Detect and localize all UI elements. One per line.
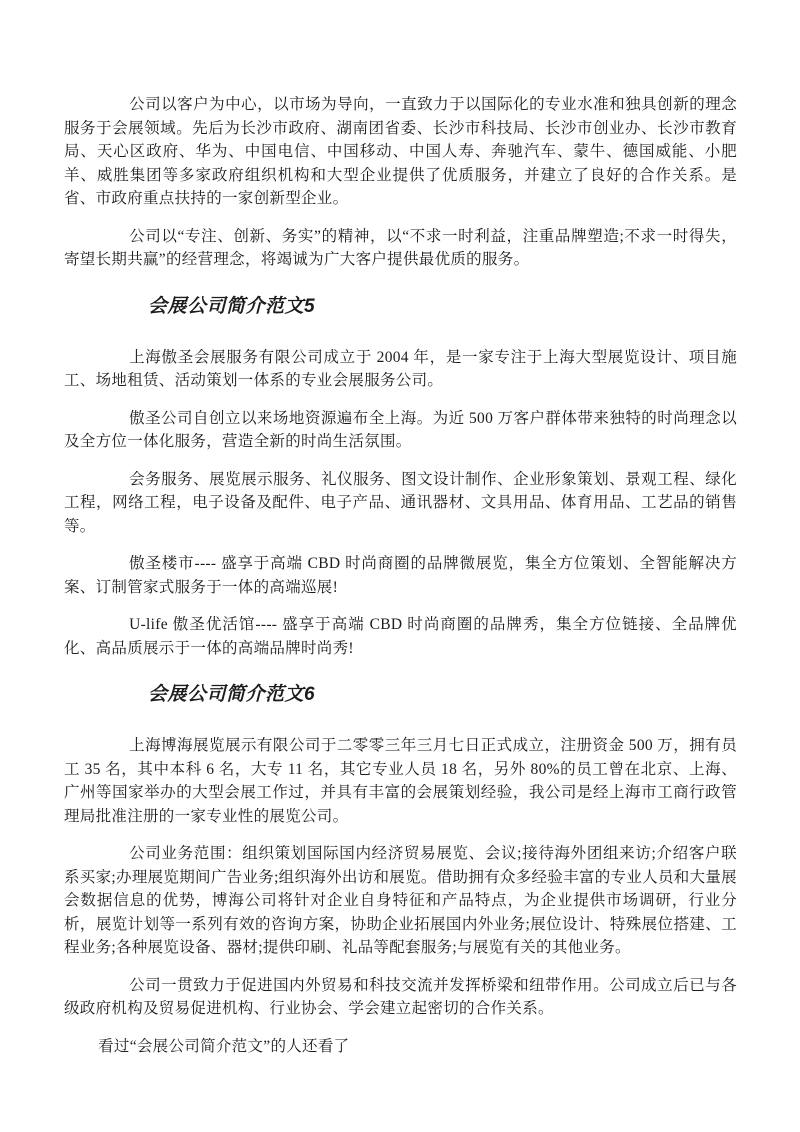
paragraph: 公司业务范围：组织策划国际国内经济贸易展览、会议;接待海外团组来访;介绍客户联系买家;办理展览期间广告业务;组织海外出访和展览。借助拥有众多经验丰富的专业人员和大量展会数据信息的优势，博海公司将针对企业自身特征和产品特点，为企业提供市场调研，行业分析，展览计划等一系列有效的咨询方案，协助企业拓展国内外业务;展位设计、特殊展位搭建、工程业务;各种展览设备、器材;提供印刷、礼品等配套服务;与展览有关的其他业务。	[64, 845, 737, 956]
section-heading-sample-5: 会展公司简介范文5	[148, 295, 316, 317]
paragraph: 上海博海展览展示有限公司于二零零三年三月七日正式成立，注册资金 500 万，拥有员工 35 名，其中本科 6 名，大专 11 名，其它专业人员 18 名，另外 80%的员工曾在北京、上海、广州等国家举办的大型会展工作过，并具有丰富的会展策划经验，我公司是经上海市工商行政管理局批准注册的一家专业性的展览公司。	[64, 737, 737, 825]
paragraph: 公司以“专注、创新、务实”的精神，以“不求一时利益，注重品牌塑造;不求一时得失，寄望长期共赢”的经营理念，将竭诚为广大客户提供最优质的服务。	[64, 227, 737, 268]
paragraph: 傲圣公司自创立以来场地资源遍布全上海。为近 500 万客户群体带来独特的时尚理念以及全方位一体化服务，营造全新的时尚生活氛围。	[64, 409, 737, 450]
paragraph-related-reading: 看过“会展公司简介范文”的人还看了	[98, 1037, 350, 1055]
paragraph: U-life 傲圣优活馆---- 盛享于高端 CBD 时尚商圈的品牌秀，集全方位链接、全品牌优化、高品质展示于一体的高端品牌时尚秀!	[64, 616, 737, 657]
paragraph: 傲圣楼市---- 盛享于高端 CBD 时尚商圈的品牌微展览，集全方位策划、全智能解决方案、订制管家式服务于一体的高端巡展!	[64, 555, 737, 596]
paragraph: 公司一贯致力于促进国内外贸易和科技交流并发挥桥梁和纽带作用。公司成立后已与各级政府机构及贸易促进机构、行业协会、学会建立起密切的合作关系。	[64, 976, 737, 1017]
paragraph: 会务服务、展览展示服务、礼仪服务、图文设计制作、企业形象策划、景观工程、绿化工程，网络工程，电子设备及配件、电子产品、通讯器材、文具用品、体育用品、工艺品的销售等。	[64, 470, 737, 535]
paragraph: 上海傲圣会展服务有限公司成立于 2004 年，是一家专注于上海大型展览设计、项目施工、场地租赁、活动策划一体系的专业会展服务公司。	[64, 348, 737, 389]
section-heading-sample-6: 会展公司简介范文6	[148, 684, 316, 705]
paragraph: 公司以客户为中心，以市场为导向，一直致力于以国际化的专业水准和独具创新的理念服务于会展领域。先后为长沙市政府、湖南团省委、长沙市科技局、长沙市创业办、长沙市教育局、天心区政府、华为、中国电信、中国移动、中国人寿、奔驰汽车、蒙牛、德国威能、小肥羊、威胜集团等多家政府组织机构和大型企业提供了优质服务，并建立了良好的合作关系。是省、市政府重点扶持的一家创新型企业。	[64, 96, 737, 207]
